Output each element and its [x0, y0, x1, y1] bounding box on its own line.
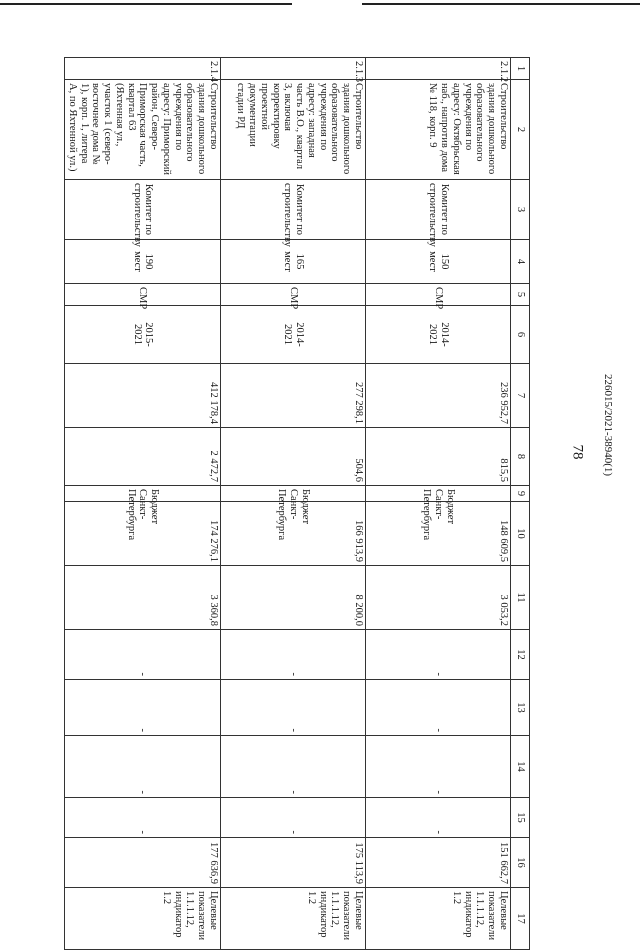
budget-source-cell: Бюджет Санкт-Петербурга [65, 486, 221, 502]
col-number: 4 [511, 240, 530, 284]
col-number: 13 [511, 680, 530, 736]
document-code: 226015/2021-38940(1) [602, 373, 614, 477]
rotated-table-wrapper [67, 57, 530, 941]
year-cost-cell: - [221, 630, 366, 680]
col-number: 11 [511, 566, 530, 630]
table-row [366, 58, 511, 950]
total-cost-cell: 236 952,7 [366, 364, 511, 428]
object-name: Строительство здания дошкольного образовательного учреждения по адресу: западная часть В.О., квартал 3, включая корректировку проектной документации стадии РД [221, 80, 366, 180]
year-cost-cell: 3 053,2 [366, 566, 511, 630]
committee-cell: Комитет по строительству [65, 180, 221, 240]
year-cost-cell: 148 609,5 [366, 502, 511, 566]
total-cost-cell: 412 178,4 [65, 364, 221, 428]
year-cost-cell: 8 200,0 [221, 566, 366, 630]
total-cost-cell: 277 298,1 [221, 364, 366, 428]
period-cell: 2014- 2021 [221, 306, 366, 364]
row-number: 2.1.3 [221, 58, 366, 80]
col-number: 12 [511, 630, 530, 680]
year-cost-cell: - [366, 736, 511, 798]
period-cell: 2015- 2021 [65, 306, 221, 364]
work-type-cell: СМР [366, 284, 511, 306]
budget-source-cell: Бюджет Санкт-Петербурга [366, 486, 511, 502]
year-cost-cell: - [65, 680, 221, 736]
year-cost-cell: 3 360,8 [65, 566, 221, 630]
row-number: 2.1.4 [65, 58, 221, 80]
col-number: 5 [511, 284, 530, 306]
year-cost-cell: - [65, 798, 221, 838]
column-number-row [511, 58, 530, 950]
capacity-cell: 165 мест [221, 240, 366, 284]
year-cost-cell: - [221, 680, 366, 736]
year-cost-cell: - [221, 798, 366, 838]
prior-cost-cell: 504,6 [221, 428, 366, 486]
col-number: 3 [511, 180, 530, 240]
year-cost-cell: - [366, 798, 511, 838]
indicator-cell: Целевые показатели 1.1.1.12, индикатор 1.2 [221, 888, 366, 950]
capacity-cell: 190 мест [65, 240, 221, 284]
table-row [65, 58, 221, 950]
sum-cost-cell: 175 113,9 [221, 838, 366, 888]
page-number: 78 [569, 444, 586, 460]
year-cost-cell: - [221, 736, 366, 798]
work-type-cell: СМР [65, 284, 221, 306]
col-number: 16 [511, 838, 530, 888]
col-number: 9 [511, 486, 530, 502]
work-type-cell: СМР [221, 284, 366, 306]
committee-cell: Комитет по строительству [366, 180, 511, 240]
year-cost-cell: - [366, 680, 511, 736]
col-number: 7 [511, 364, 530, 428]
capacity-cell: 150 мест [366, 240, 511, 284]
rotated-table-content [67, 57, 530, 941]
committee-cell: Комитет по строительству [221, 180, 366, 240]
table-row [221, 58, 366, 950]
top-border-gap [292, 2, 362, 6]
budget-source-cell: Бюджет Санкт-Петербурга [221, 486, 366, 502]
col-number: 17 [511, 888, 530, 950]
year-cost-cell: 166 913,9 [221, 502, 366, 566]
indicator-cell: Целевые показатели 1.1.1.12, индикатор 1.2 [366, 888, 511, 950]
col-number: 14 [511, 736, 530, 798]
row-number: 2.1.2 [366, 58, 511, 80]
col-number: 6 [511, 306, 530, 364]
object-name: Строительство здания дошкольного образовательного учреждения по адресу: Приморский район, Северо-Приморская часть, квартал 63 (Яхтенная ул., участок 1 (северо-восточнее дома № 1), корп. 1, литера А, по Яхтенной ул.) [65, 80, 221, 180]
sum-cost-cell: 177 636,9 [65, 838, 221, 888]
col-number: 1 [511, 58, 530, 80]
year-cost-cell: - [366, 630, 511, 680]
year-cost-cell: - [65, 630, 221, 680]
year-cost-cell: 174 276,1 [65, 502, 221, 566]
program-table [64, 57, 530, 950]
period-cell: 2014- 2021 [366, 306, 511, 364]
prior-cost-cell: 2 472,7 [65, 428, 221, 486]
object-name: Строительство здания дошкольного образовательного учреждения по адресу: Октябрьская наб., напротив дома № 118, корп. 9 [366, 80, 511, 180]
col-number: 2 [511, 80, 530, 180]
prior-cost-cell: 815,5 [366, 428, 511, 486]
col-number: 10 [511, 502, 530, 566]
col-number: 8 [511, 428, 530, 486]
year-cost-cell: - [65, 736, 221, 798]
sum-cost-cell: 151 662,7 [366, 838, 511, 888]
indicator-cell: Целевые показатели 1.1.1.12, индикатор 1.2 [65, 888, 221, 950]
col-number: 15 [511, 798, 530, 838]
